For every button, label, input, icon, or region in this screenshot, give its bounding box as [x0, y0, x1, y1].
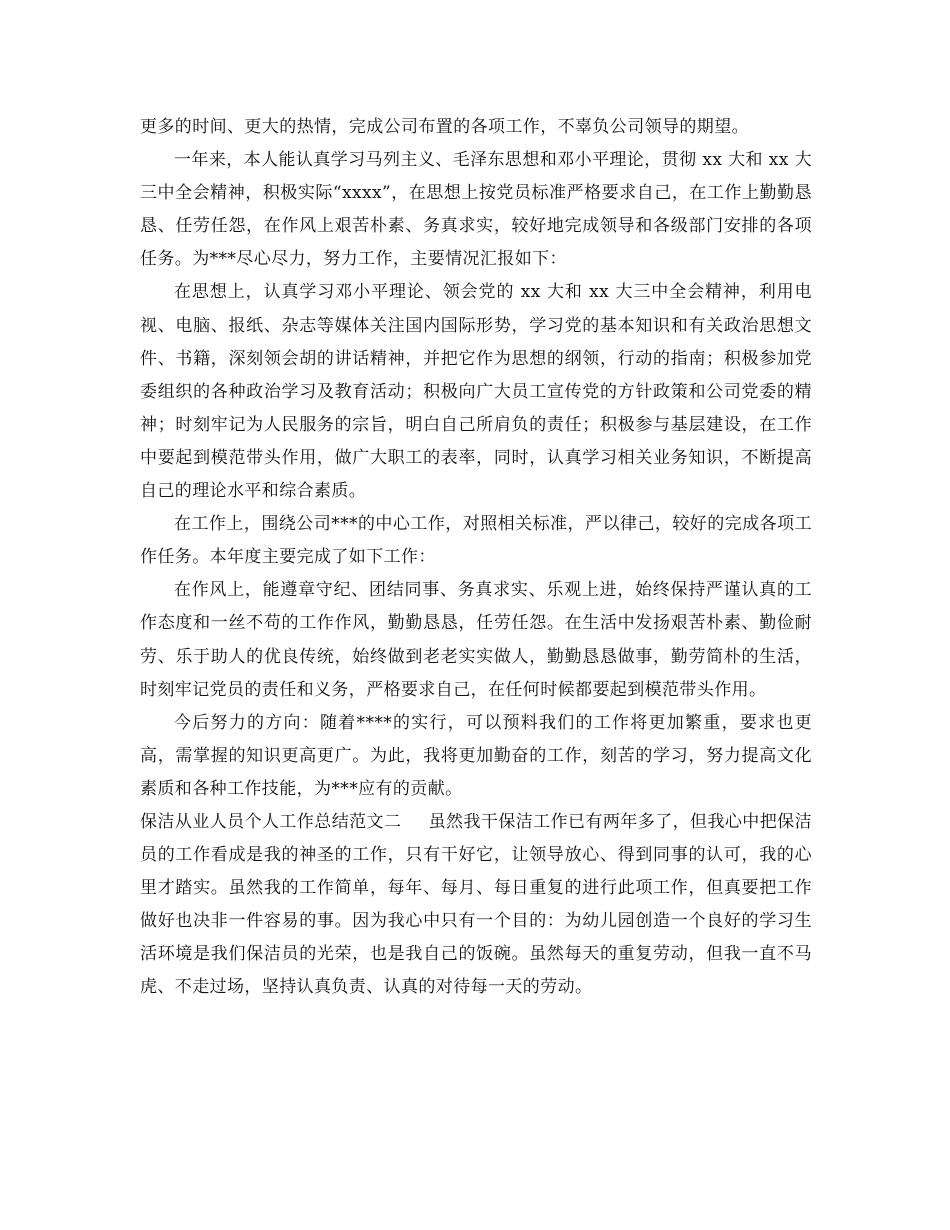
document-body	[140, 111, 812, 1005]
paragraph-conduct: 在作风上，能遵章守纪、团结同事、务真求实、乐观上进，始终保持严谨认真的工作态度和一丝不苟的工作作风，勤勤恳恳，任劳任怨。在生活中发扬艰苦朴素、勤俭耐劳、乐于助人的优良传统，始终做到老老实实做人，勤勤恳恳做事，勤劳简朴的生活，时刻牢记党员的责任和义务，严格要求自己，在任何时候都要起到模范带头作用。	[140, 580, 812, 700]
paragraph-work: 在工作上，围绕公司***的中心工作，对照相关标准，严以律己，较好的完成各项工作任务。本年度主要完成了如下工作：	[140, 514, 812, 568]
paragraph-continuation: 更多的时间、更大的热情，完成公司布置的各项工作，不辜负公司领导的期望。	[140, 117, 749, 137]
section-two	[140, 806, 812, 1005]
paragraph-ideology: 在思想上，认真学习邓小平理论、领会党的 xx 大和 xx 大三中全会精神，利用电视、电脑、报纸、杂志等媒体关注国内国际形势，学习党的基本知识和有关政治思想文件、书籍，深刻领会胡的讲话精神，并把它作为思想的纲领，行动的指南；积极参加党委组织的各种政治学习及教育活动；积极向广大员工宣传党的方针政策和公司党委的精神；时刻牢记为人民服务的宗旨，明白自己所肩负的责任；积极参与基层建设，在工作中要起到模范带头作用，做广大职工的表率，同时，认真学习相关业务知识，不断提高自己的理论水平和综合素质。	[140, 282, 812, 502]
paragraph-future-direction: 今后努力的方向：随着****的实行，可以预料我们的工作将更加繁重，要求也更高，需掌握的知识更高更广。为此，我将更加勤奋的工作，刻苦的学习，努力提高文化素质和各种工作技能，为***应有的贡献。	[140, 712, 812, 799]
section-body: 虽然我干保洁工作已有两年多了，但我心中把保洁员的工作看成是我的神圣的工作，只有干好它，让领导放心、得到同事的认可，我的心里才踏实。虽然我的工作简单，每年、每月、每日重复的进行此项工作，但真要把工作做好也决非一件容易的事。因为我心中只有一个目的：为幼儿园创造一个良好的学习生活环境是我们保洁员的光荣，也是我自己的饭碗。虽然每天的重复劳动，但我一直不马虎、不走过场，坚持认真负责、认真的对待每一天的劳动。	[140, 811, 812, 998]
section-heading: 保洁从业人员个人工作总结范文二	[140, 811, 402, 832]
paragraph-overview: 一年来，本人能认真学习马列主义、毛泽东思想和邓小平理论，贯彻 xx 大和 xx 大三中全会精神，积极实际“xxxx”，在思想上按党员标准严格要求自己，在工作上勤勤恳恳、任劳任怨，在作风上艰苦朴素、务真求实，较好地完成领导和各级部门安排的各项任务。为***尽心尽力，努力工作，主要情况汇报如下：	[140, 150, 812, 270]
